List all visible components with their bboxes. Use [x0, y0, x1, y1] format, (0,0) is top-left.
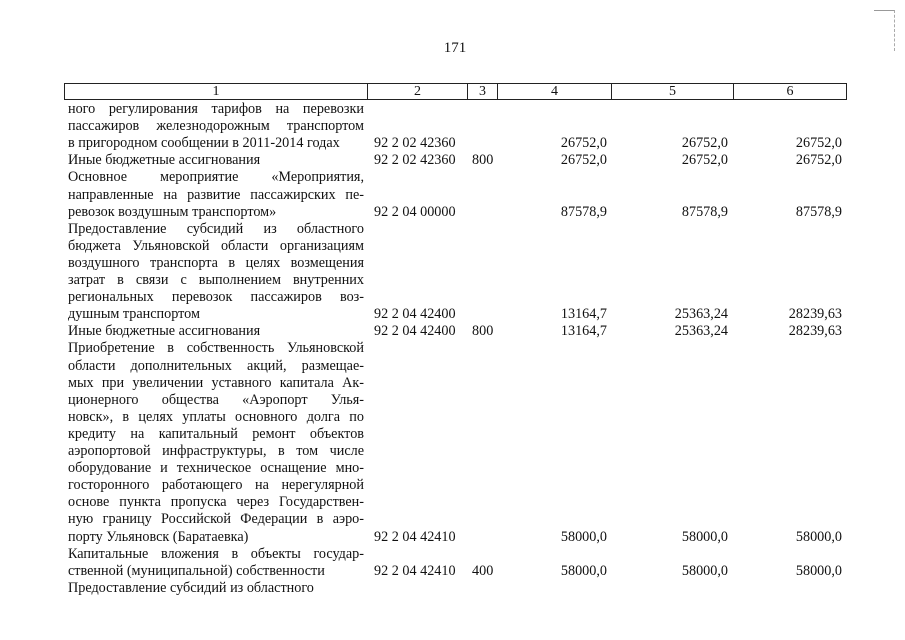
row-5-budget-code: 92 2 04 42400: [374, 323, 456, 340]
row-4-description-line: воздушного транспорта в целях возмещения: [68, 254, 364, 271]
row-3-value-col-6: 87578,9: [795, 203, 842, 220]
row-1-description-line: ного регулирования тарифов на перевозки: [68, 101, 364, 117]
row-4-description-line: региональных перевозок пассажиров воз-: [68, 289, 364, 306]
row-3-description-line: Основное мероприятие «Мероприятия,: [68, 169, 364, 186]
row-8-description-line: Предоставление субсидий из областного: [68, 579, 314, 596]
row-4-description-line: Предоставление субсидий из областного: [68, 220, 364, 237]
row-2-description-line: Иные бюджетные ассигнования: [68, 152, 261, 169]
row-6-description-line: оборудование и техническое оснащение мно-: [68, 460, 364, 477]
row-6-description-line: порту Ульяновск (Баратаевка): [68, 528, 249, 545]
row-6-description-line: мых при увеличении уставного капитала Ак-: [68, 374, 364, 391]
row-6-value-col-4: 58000,0: [560, 528, 607, 545]
scan-corner-mark: [874, 10, 895, 51]
row-2-value-col-6: 26752,0: [795, 152, 842, 169]
row-6-description-line: аэропортовой инфраструктуры, в том числе: [68, 443, 364, 459]
row-3-description-line: направленные на развитие пассажирских пе-: [68, 186, 364, 203]
row-5-value-col-5: 25363,24: [674, 323, 728, 340]
row-7-value-col-4: 58000,0: [560, 562, 607, 579]
row-6-description-line: ную границу Российской Федерации в аэро-: [68, 511, 364, 528]
row-1-description-line: в пригородном сообщении в 2011-2014 годах: [68, 135, 340, 152]
row-7-description-line: ственной (муниципальной) собственности: [68, 562, 325, 579]
row-6-budget-code: 92 2 04 42410: [374, 528, 456, 545]
row-2-value-col-4: 26752,0: [560, 152, 607, 169]
row-6-description-line: Приобретение в собственность Ульяновской: [68, 340, 364, 357]
table-header-col-5: 5: [611, 83, 733, 100]
row-2-value-col-5: 26752,0: [681, 152, 728, 169]
row-6-description-line: новск», в целях уплаты основного долга по: [68, 408, 364, 425]
row-3-budget-code: 92 2 04 00000: [374, 203, 456, 220]
row-6-description-line: основе пункта пропуска через Государствен-: [68, 494, 364, 511]
row-4-value-col-4: 13164,7: [560, 306, 607, 323]
row-4-budget-code: 92 2 04 42400: [374, 306, 456, 323]
row-6-value-col-5: 58000,0: [681, 528, 728, 545]
row-6-description-line: ционерного общества «Аэропорт Улья-: [68, 391, 364, 408]
row-2-expense-type: 800: [472, 152, 494, 169]
row-6-value-col-6: 58000,0: [795, 528, 842, 545]
row-7-description-line: Капитальные вложения в объекты государ-: [68, 545, 364, 562]
table-header-col-2: 2: [367, 83, 467, 100]
table-header-col-6: 6: [733, 83, 847, 100]
table-header-col-3: 3: [467, 83, 497, 100]
row-4-value-col-6: 28239,63: [788, 306, 842, 323]
row-1-value-col-5: 26752,0: [681, 135, 728, 152]
row-4-description-line: душным транспортом: [68, 306, 200, 323]
row-5-value-col-4: 13164,7: [560, 323, 607, 340]
row-5-expense-type: 800: [472, 323, 494, 340]
row-3-description-line: ревозок воздушным транспортом»: [68, 203, 277, 220]
row-4-description-line: бюджета Ульяновской области организациям: [68, 237, 364, 254]
row-6-description-line: кредиту на капитальный ремонт объектов: [68, 425, 364, 442]
row-4-description-line: затрат в связи с выполнением внутренних: [68, 272, 364, 288]
row-1-description-line: пассажиров железнодорожным транспортом: [68, 118, 364, 135]
row-7-value-col-5: 58000,0: [681, 562, 728, 579]
row-7-expense-type: 400: [472, 562, 494, 579]
row-5-value-col-6: 28239,63: [788, 323, 842, 340]
table-header-col-4: 4: [497, 83, 611, 100]
row-7-budget-code: 92 2 04 42410: [374, 562, 456, 579]
row-5-description-line: Иные бюджетные ассигнования: [68, 323, 261, 340]
row-6-description-line: госторонного работающего на нерегулярной: [68, 477, 364, 494]
row-2-budget-code: 92 2 02 42360: [374, 152, 456, 169]
row-1-budget-code: 92 2 02 42360: [374, 135, 456, 152]
page-number: 171: [443, 40, 467, 56]
row-3-value-col-4: 87578,9: [560, 203, 607, 220]
row-7-value-col-6: 58000,0: [795, 562, 842, 579]
table-header-col-1: 1: [64, 83, 367, 100]
row-4-value-col-5: 25363,24: [674, 306, 728, 323]
row-6-description-line: области дополнительных акций, размещае-: [68, 357, 364, 374]
row-3-value-col-5: 87578,9: [681, 203, 728, 220]
row-1-value-col-6: 26752,0: [795, 135, 842, 152]
row-1-value-col-4: 26752,0: [560, 135, 607, 152]
